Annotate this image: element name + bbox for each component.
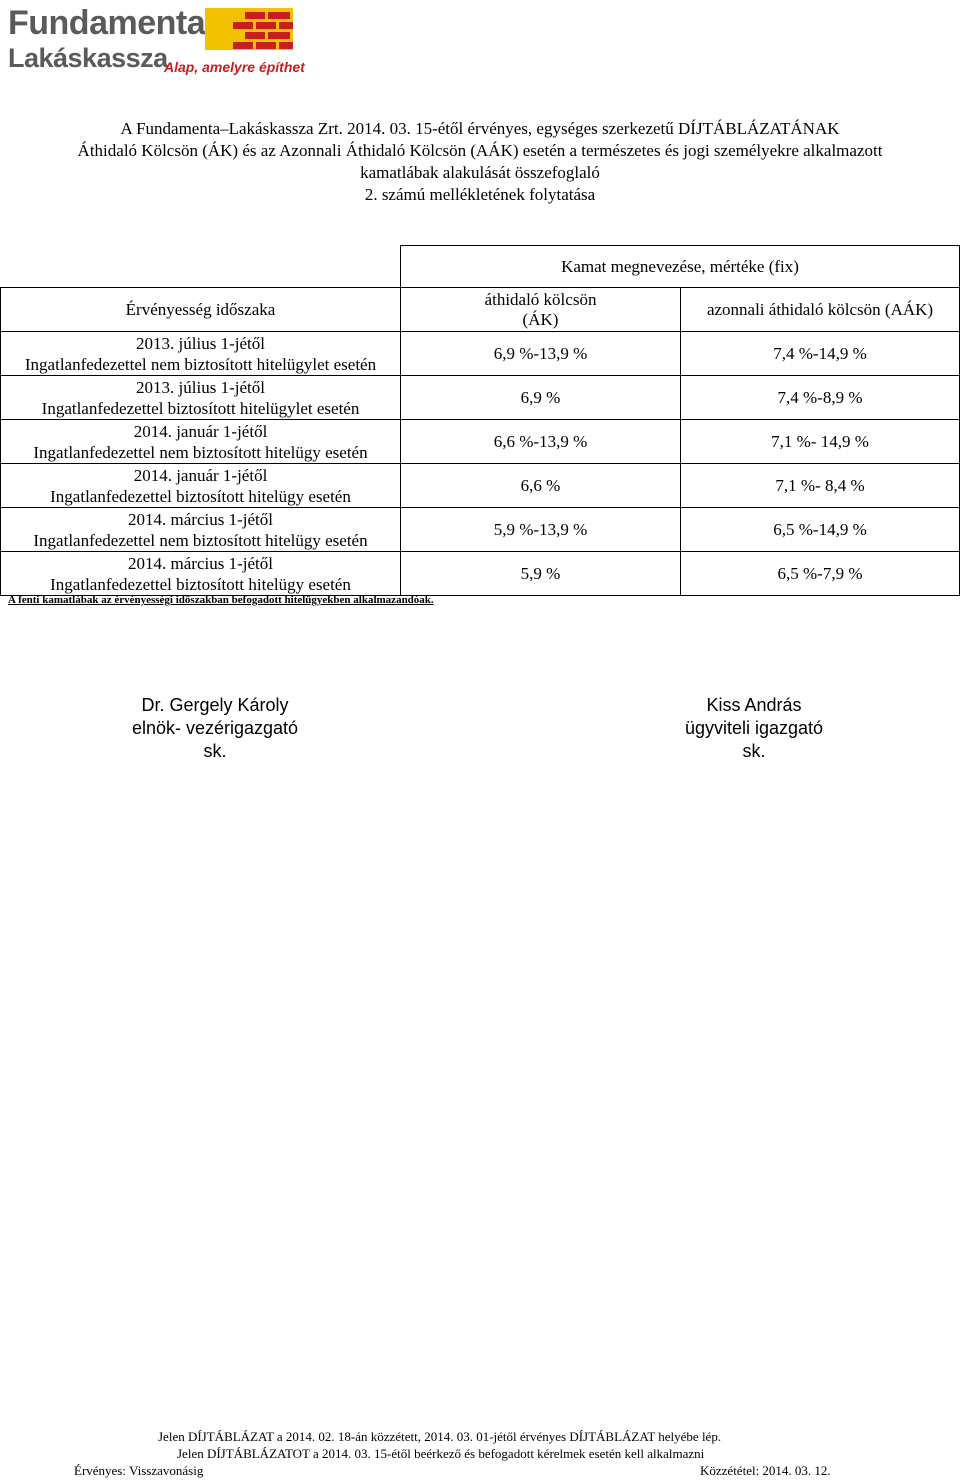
header-period: Érvényesség időszaka [1,288,401,332]
doc-title-line1: A Fundamenta–Lakáskassza Zrt. 2014. 03. 15-étől érvényes, egységes szerkezetű DÍJTÁBLÁZATÁNAK [120,119,840,138]
signer-sk: sk. [742,741,766,761]
table-row [1,552,960,596]
footer-applicability-note: Jelen DÍJTÁBLÁZATOT a 2014. 03. 15-étől beérkező és befogadott kérelmek esetén kell alkalmazni [177,1446,705,1461]
period-date: 2013. július 1-jétől [136,377,265,397]
header-ak [401,288,681,332]
period-desc: Ingatlanfedezettel nem biztosított hitelügylet esetén [24,354,377,374]
table-header-row [1,288,960,332]
period-cell [1,464,401,508]
ak-rate: 6,6 % [401,464,681,508]
logo-brick-icon [205,8,293,50]
signature-block-ceo [85,694,345,763]
aak-rate: 7,1 %- 8,4 % [681,464,960,508]
footer-validity: Érvényes: Visszavonásig [74,1463,204,1478]
table-row [1,464,960,508]
signature-block-director [624,694,884,763]
period-cell [1,420,401,464]
signer-name: Dr. Gergely Károly [141,695,289,715]
header-ak-line1: áthidaló kölcsön [484,289,597,309]
ak-rate: 6,9 %-13,9 % [401,332,681,376]
signer-sk: sk. [203,741,227,761]
logo-brand-line1: Fundamenta [8,4,206,42]
doc-title-line2: Áthidaló Kölcsön (ÁK) és az Azonnali Áthidaló Kölcsön (AÁK) esetén a természetes és jogi személyekre alkalmazott [77,141,883,160]
period-cell [1,332,401,376]
signer-name: Kiss András [706,695,802,715]
doc-title-line4: 2. számú mellékletének folytatása [364,185,596,204]
table-footnote: A fenti kamatlábak az érvényességi időszakban befogadott hitelügyekben alkalmazandóak. [8,594,434,606]
table-row [1,420,960,464]
footer-replacement-note: Jelen DÍJTÁBLÁZAT a 2014. 02. 18-án közzétett, 2014. 03. 01-jétől érvényes DÍJTÁBLÁZAT helyébe lép. [158,1429,722,1444]
period-date: 2014. január 1-jétől [133,421,268,441]
table-row [1,332,960,376]
group-header: Kamat megnevezése, mértéke (fix) [401,246,960,288]
ak-rate: 6,6 %-13,9 % [401,420,681,464]
period-desc: Ingatlanfedezettel biztosított hitelügy esetén [50,486,351,506]
logo-slogan: Alap, amelyre építhet [164,59,305,75]
table-row [1,508,960,552]
header-aak: azonnali áthidaló kölcsön (AÁK) [681,288,960,332]
aak-rate: 6,5 %-7,9 % [681,552,960,596]
interest-rate-table [0,245,960,596]
ak-rate: 5,9 % [401,552,681,596]
footer-published-date: Közzététel: 2014. 03. 12. [700,1463,831,1478]
period-date: 2014. március 1-jétől [128,553,273,573]
period-cell [1,376,401,420]
period-desc: Ingatlanfedezettel nem biztosított hitelügy esetén [33,530,368,550]
ak-rate: 6,9 % [401,376,681,420]
period-date: 2014. január 1-jétől [133,465,268,485]
header-ak-line2: (ÁK) [522,309,559,329]
doc-title-line3: kamatlábak alakulását összefoglaló [360,163,600,182]
logo-brand-line2: Lakáskassza [8,43,168,73]
aak-rate: 7,4 %-8,9 % [681,376,960,420]
aak-rate: 6,5 %-14,9 % [681,508,960,552]
signer-title: ügyviteli igazgató [684,718,824,738]
aak-rate: 7,4 %-14,9 % [681,332,960,376]
period-desc: Ingatlanfedezettel nem biztosított hitelügy esetén [33,442,368,462]
period-cell [1,508,401,552]
table-group-header-row [1,246,960,288]
period-desc: Ingatlanfedezettel biztosított hitelügy esetén [50,574,351,594]
table-row [1,376,960,420]
ak-rate: 5,9 %-13,9 % [401,508,681,552]
period-desc: Ingatlanfedezettel biztosított hitelügylet esetén [41,398,360,418]
period-cell [1,552,401,596]
signer-title: elnök- vezérigazgató [131,718,299,738]
period-date: 2014. március 1-jétől [128,509,273,529]
company-logo [8,6,308,76]
aak-rate: 7,1 %- 14,9 % [681,420,960,464]
period-date: 2013. július 1-jétől [136,333,265,353]
